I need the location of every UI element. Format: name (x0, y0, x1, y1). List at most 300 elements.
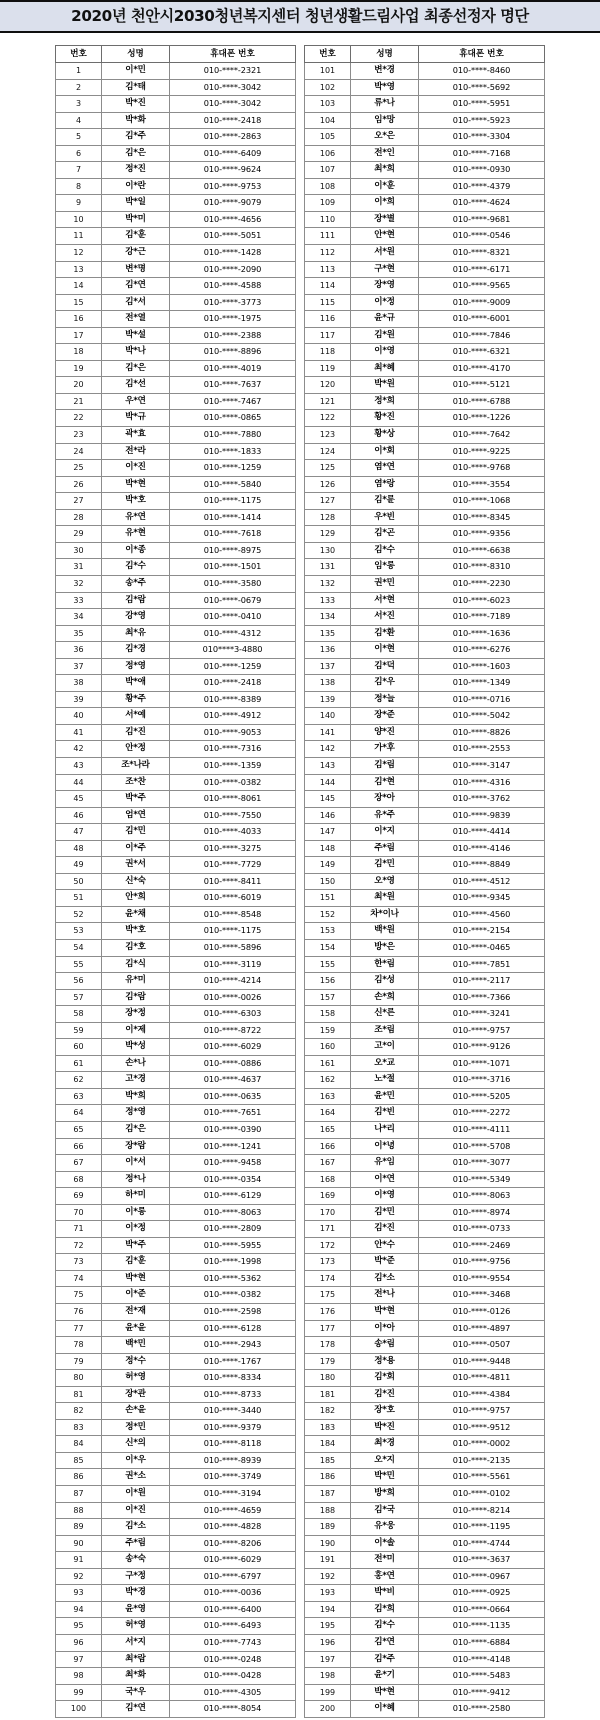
cell-phone: 010-****-1603 (419, 658, 545, 675)
cell-name: 김*회 (351, 1370, 419, 1387)
cell-number: 170 (305, 1204, 351, 1221)
cell-name: 이*영 (351, 344, 419, 361)
table-row (56, 906, 296, 923)
cell-number: 42 (56, 741, 102, 758)
cell-number: 154 (305, 939, 351, 956)
table-row (56, 1452, 296, 1469)
cell-phone: 010-****-1349 (419, 675, 545, 692)
applicants-table-left-body (56, 63, 296, 1718)
cell-phone: 010-****-2580 (419, 1701, 545, 1718)
cell-name: 송*주 (102, 575, 170, 592)
cell-phone: 010-****-6001 (419, 311, 545, 328)
cell-phone: 010-****-1414 (170, 509, 296, 526)
cell-name: 김*태 (102, 79, 170, 96)
table-row (305, 460, 545, 477)
table-row (305, 824, 545, 841)
cell-number: 169 (305, 1188, 351, 1205)
table-row (305, 112, 545, 129)
cell-phone: 010-****-9448 (419, 1353, 545, 1370)
cell-number: 132 (305, 575, 351, 592)
table-row (56, 278, 296, 295)
cell-name: 신*의 (102, 1436, 170, 1453)
cell-number: 67 (56, 1155, 102, 1172)
cell-number: 173 (305, 1254, 351, 1271)
table-row (305, 774, 545, 791)
cell-name: 유*주 (351, 807, 419, 824)
cell-phone: 010-****-6171 (419, 261, 545, 278)
cell-name: 김*식 (102, 956, 170, 973)
cell-phone: 010-****-9757 (419, 1022, 545, 1039)
table-row (305, 1122, 545, 1139)
cell-phone: 010-****-6493 (170, 1618, 296, 1635)
cell-number: 159 (305, 1022, 351, 1039)
cell-name: 손*나 (102, 1055, 170, 1072)
table-row (305, 294, 545, 311)
cell-phone: 010-****-6797 (170, 1568, 296, 1585)
cell-number: 62 (56, 1072, 102, 1089)
table-row (305, 1585, 545, 1602)
table-row (56, 360, 296, 377)
cell-name: 이*란 (102, 178, 170, 195)
cell-name: 장*아 (351, 791, 419, 808)
cell-name: 최*경 (351, 1436, 419, 1453)
cell-number: 112 (305, 245, 351, 262)
cell-number: 138 (305, 675, 351, 692)
cell-phone: 010-****-8733 (170, 1386, 296, 1403)
cell-number: 143 (305, 757, 351, 774)
cell-phone: 010-****-0465 (419, 939, 545, 956)
cell-number: 110 (305, 211, 351, 228)
cell-name: 박*애 (102, 675, 170, 692)
cell-name: 이*녕 (351, 1138, 419, 1155)
table-row (56, 1436, 296, 1453)
table-row (305, 956, 545, 973)
cell-name: 이*서 (102, 1155, 170, 1172)
cell-phone: 010-****-8722 (170, 1022, 296, 1039)
table-row (56, 311, 296, 328)
cell-name: 황*주 (102, 691, 170, 708)
cell-number: 193 (305, 1585, 351, 1602)
table-row (56, 96, 296, 113)
table-row (305, 1651, 545, 1668)
table-row (56, 1138, 296, 1155)
cell-number: 38 (56, 675, 102, 692)
cell-phone: 010-****-6029 (170, 1039, 296, 1056)
cell-name: 김*경 (102, 642, 170, 659)
cell-phone: 010-****-3554 (419, 476, 545, 493)
cell-name: 이*종 (102, 542, 170, 559)
cell-number: 133 (305, 592, 351, 609)
table-row (305, 609, 545, 626)
table-row (305, 1022, 545, 1039)
cell-number: 36 (56, 642, 102, 659)
cell-phone: 010-****-3194 (170, 1486, 296, 1503)
table-row (305, 906, 545, 923)
cell-name: 김*원 (351, 327, 419, 344)
cell-phone: 010-****-0886 (170, 1055, 296, 1072)
cell-number: 109 (305, 195, 351, 212)
table-row (56, 1337, 296, 1354)
cell-name: 박*주 (102, 791, 170, 808)
cell-number: 15 (56, 294, 102, 311)
cell-name: 김*훈 (102, 1254, 170, 1271)
cell-number: 19 (56, 360, 102, 377)
table-row (305, 1618, 545, 1635)
table-row (305, 344, 545, 361)
cell-phone: 010-****-4811 (419, 1370, 545, 1387)
table-row (56, 1287, 296, 1304)
cell-number: 198 (305, 1668, 351, 1685)
cell-phone: 010-****-0716 (419, 691, 545, 708)
table-row (56, 791, 296, 808)
table-row (305, 261, 545, 278)
cell-name: 정*진 (102, 162, 170, 179)
cell-name: 이*희 (351, 195, 419, 212)
table-row (305, 1254, 545, 1271)
cell-number: 22 (56, 410, 102, 427)
cell-phone: 010-****-0126 (419, 1304, 545, 1321)
cell-number: 92 (56, 1568, 102, 1585)
cell-phone: 010-****-3119 (170, 956, 296, 973)
cell-name: 김*람 (102, 989, 170, 1006)
cell-number: 141 (305, 724, 351, 741)
cell-number: 139 (305, 691, 351, 708)
table-row (56, 824, 296, 841)
table-row (56, 691, 296, 708)
cell-number: 104 (305, 112, 351, 129)
table-row (305, 1204, 545, 1221)
cell-number: 103 (305, 96, 351, 113)
cell-phone: 010-****-1175 (170, 493, 296, 510)
cell-number: 80 (56, 1370, 102, 1387)
page-title: 2020년 천안시2030청년복지센터 청년생활드림사업 최종선정자 명단 (71, 6, 529, 25)
column-header-phone: 휴대폰 번호 (419, 46, 545, 63)
table-row (305, 923, 545, 940)
cell-phone: 010-****-2469 (419, 1237, 545, 1254)
cell-name: 정*영 (102, 1105, 170, 1122)
cell-number: 64 (56, 1105, 102, 1122)
cell-phone: 010-****-0002 (419, 1436, 545, 1453)
cell-phone: 010-****-3042 (170, 79, 296, 96)
cell-name: 박*설 (102, 327, 170, 344)
cell-number: 155 (305, 956, 351, 973)
table-row (305, 1320, 545, 1337)
table-row (305, 675, 545, 692)
cell-name: 이*원 (102, 1486, 170, 1503)
table-row (56, 1668, 296, 1685)
cell-name: 윤*영 (102, 1601, 170, 1618)
table-row (56, 1651, 296, 1668)
table-row (56, 956, 296, 973)
cell-name: 박*미 (102, 211, 170, 228)
cell-name: 박*진 (102, 96, 170, 113)
cell-number: 125 (305, 460, 351, 477)
table-row (305, 791, 545, 808)
cell-phone: 010-****-7743 (170, 1634, 296, 1651)
cell-name: 박*원 (351, 377, 419, 394)
cell-number: 113 (305, 261, 351, 278)
cell-phone: 010-****-0733 (419, 1221, 545, 1238)
cell-name: 정*수 (102, 1353, 170, 1370)
table-row (56, 493, 296, 510)
cell-phone: 010-****-0410 (170, 609, 296, 626)
cell-phone: 010-****-8345 (419, 509, 545, 526)
cell-phone: 010-****-4384 (419, 1386, 545, 1403)
cell-phone: 010-****-6303 (170, 1006, 296, 1023)
cell-name: 장*별 (351, 211, 419, 228)
cell-phone: 010-****-1998 (170, 1254, 296, 1271)
cell-name: 오*영 (351, 873, 419, 890)
table-row (305, 145, 545, 162)
cell-name: 김*진 (351, 1221, 419, 1238)
table-row (56, 989, 296, 1006)
table-row (56, 625, 296, 642)
cell-name: 백*민 (102, 1337, 170, 1354)
cell-phone: 010-****-4588 (170, 278, 296, 295)
cell-name: 김*람 (102, 592, 170, 609)
cell-name: 유*현 (102, 526, 170, 543)
cell-number: 119 (305, 360, 351, 377)
cell-number: 157 (305, 989, 351, 1006)
cell-name: 장*정 (102, 1006, 170, 1023)
cell-phone: 010-****-0382 (170, 1287, 296, 1304)
cell-number: 13 (56, 261, 102, 278)
cell-phone: 010-****-0507 (419, 1337, 545, 1354)
cell-number: 167 (305, 1155, 351, 1172)
cell-number: 44 (56, 774, 102, 791)
table-row (56, 1088, 296, 1105)
applicants-table-right-body (305, 63, 545, 1718)
cell-number: 175 (305, 1287, 351, 1304)
table-row (305, 1171, 545, 1188)
table-row (305, 1138, 545, 1155)
cell-number: 77 (56, 1320, 102, 1337)
cell-phone: 010-****-9565 (419, 278, 545, 295)
cell-number: 71 (56, 1221, 102, 1238)
cell-name: 박*현 (351, 1684, 419, 1701)
cell-number: 85 (56, 1452, 102, 1469)
cell-phone: 010-****-8214 (419, 1502, 545, 1519)
table-row (56, 757, 296, 774)
table-row (56, 840, 296, 857)
cell-phone: 010-****-3716 (419, 1072, 545, 1089)
cell-name: 김*진 (102, 724, 170, 741)
cell-name: 박*나 (102, 344, 170, 361)
table-row (305, 1436, 545, 1453)
table-row (305, 63, 545, 80)
table-row (305, 443, 545, 460)
cell-number: 130 (305, 542, 351, 559)
table-row (305, 278, 545, 295)
cell-number: 16 (56, 311, 102, 328)
table-row (56, 344, 296, 361)
table-row (56, 939, 296, 956)
cell-name: 윤*윤 (102, 1320, 170, 1337)
table-row (305, 245, 545, 262)
cell-phone: 010-****-4744 (419, 1535, 545, 1552)
table-row (56, 1072, 296, 1089)
cell-number: 90 (56, 1535, 102, 1552)
cell-name: 정*늘 (351, 691, 419, 708)
cell-name: 김*민 (351, 1204, 419, 1221)
cell-phone: 010-****-4214 (170, 973, 296, 990)
cell-number: 12 (56, 245, 102, 262)
cell-number: 54 (56, 939, 102, 956)
table-row (305, 1072, 545, 1089)
cell-number: 53 (56, 923, 102, 940)
table-row (56, 1254, 296, 1271)
cell-phone: 010-****-9356 (419, 526, 545, 543)
table-row (305, 79, 545, 96)
cell-phone: 010-****-6321 (419, 344, 545, 361)
cell-phone: 010-****-4624 (419, 195, 545, 212)
cell-number: 196 (305, 1634, 351, 1651)
cell-name: 정*나 (102, 1171, 170, 1188)
cell-number: 60 (56, 1039, 102, 1056)
cell-phone: 010-****-4148 (419, 1651, 545, 1668)
cell-phone: 010-****-7618 (170, 526, 296, 543)
table-row (56, 410, 296, 427)
cell-number: 28 (56, 509, 102, 526)
cell-phone: 010-****-5362 (170, 1270, 296, 1287)
cell-number: 75 (56, 1287, 102, 1304)
cell-number: 86 (56, 1469, 102, 1486)
table-row (305, 1469, 545, 1486)
cell-name: 전*열 (102, 311, 170, 328)
cell-name: 변*명 (102, 261, 170, 278)
cell-name: 김*연 (351, 1634, 419, 1651)
cell-name: 송*숙 (102, 1552, 170, 1569)
table-row (305, 228, 545, 245)
table-row (56, 592, 296, 609)
cell-number: 1 (56, 63, 102, 80)
cell-name: 최*화 (102, 1668, 170, 1685)
cell-phone: 010-****-3468 (419, 1287, 545, 1304)
cell-number: 95 (56, 1618, 102, 1635)
cell-phone: 010-****-5692 (419, 79, 545, 96)
table-row (56, 245, 296, 262)
table-row (305, 1502, 545, 1519)
cell-number: 187 (305, 1486, 351, 1503)
cell-name: 박*비 (351, 1585, 419, 1602)
table-row (56, 1552, 296, 1569)
cell-number: 34 (56, 609, 102, 626)
cell-name: 최*원 (351, 890, 419, 907)
cell-name: 구*현 (351, 261, 419, 278)
cell-name: 박*준 (351, 1254, 419, 1271)
cell-phone: 010-****-9079 (170, 195, 296, 212)
cell-name: 장*관 (102, 1386, 170, 1403)
cell-phone: 010-****-5349 (419, 1171, 545, 1188)
cell-number: 189 (305, 1519, 351, 1536)
table-row (305, 757, 545, 774)
cell-phone: 010-****-3637 (419, 1552, 545, 1569)
cell-name: 이*훈 (351, 178, 419, 195)
cell-phone: 010-****-4316 (419, 774, 545, 791)
cell-name: 박*경 (102, 1585, 170, 1602)
table-row (56, 327, 296, 344)
cell-name: 전*재 (102, 1304, 170, 1321)
cell-phone: 010-****-8061 (170, 791, 296, 808)
cell-phone: 010-****-0026 (170, 989, 296, 1006)
table-row (56, 1535, 296, 1552)
cell-number: 124 (305, 443, 351, 460)
cell-name: 박*진 (351, 1419, 419, 1436)
cell-number: 116 (305, 311, 351, 328)
table-row (56, 1270, 296, 1287)
cell-phone: 010-****-2418 (170, 675, 296, 692)
column-header-phone: 휴대폰 번호 (170, 46, 296, 63)
table-row (305, 890, 545, 907)
cell-phone: 010-****-1241 (170, 1138, 296, 1155)
cell-name: 이*주 (102, 840, 170, 857)
cell-phone: 010-****-3304 (419, 129, 545, 146)
cell-phone: 010-****-6400 (170, 1601, 296, 1618)
cell-name: 이*롱 (102, 1204, 170, 1221)
cell-name: 김*곤 (351, 526, 419, 543)
cell-name: 김*은 (102, 1122, 170, 1139)
cell-phone: 010-****-5955 (170, 1237, 296, 1254)
table-row (305, 377, 545, 394)
cell-name: 김*환 (351, 625, 419, 642)
cell-name: 염*연 (351, 460, 419, 477)
cell-name: 오*은 (351, 129, 419, 146)
table-row (305, 526, 545, 543)
cell-name: 이*아 (351, 1320, 419, 1337)
cell-number: 168 (305, 1171, 351, 1188)
cell-number: 68 (56, 1171, 102, 1188)
cell-name: 박*호 (102, 923, 170, 940)
cell-phone: 010-****-8460 (419, 63, 545, 80)
cell-name: 한*림 (351, 956, 419, 973)
cell-name: 방*희 (351, 1486, 419, 1503)
cell-name: 국*우 (102, 1684, 170, 1701)
cell-name: 이*영 (351, 1188, 419, 1205)
cell-number: 165 (305, 1122, 351, 1139)
table-row (56, 1039, 296, 1056)
cell-number: 74 (56, 1270, 102, 1287)
table-row (56, 1237, 296, 1254)
cell-number: 49 (56, 857, 102, 874)
cell-name: 안*현 (351, 228, 419, 245)
applicants-table-left (55, 45, 296, 1718)
cell-phone: 010-****-2117 (419, 973, 545, 990)
cell-name: 서*진 (351, 609, 419, 626)
cell-phone: 010-****-4912 (170, 708, 296, 725)
cell-number: 178 (305, 1337, 351, 1354)
table-row (56, 675, 296, 692)
cell-name: 신*른 (351, 1006, 419, 1023)
cell-phone: 010-****-7651 (170, 1105, 296, 1122)
cell-number: 129 (305, 526, 351, 543)
cell-phone: 010-****-1259 (170, 658, 296, 675)
cell-name: 최*유 (102, 625, 170, 642)
cell-name: 엄*연 (102, 807, 170, 824)
cell-phone: 010-****-4305 (170, 1684, 296, 1701)
cell-phone: 010****3-4880 (170, 642, 296, 659)
table-header-row (305, 46, 545, 63)
cell-number: 160 (305, 1039, 351, 1056)
table-row (305, 129, 545, 146)
cell-name: 장*람 (102, 1138, 170, 1155)
table-row (56, 1188, 296, 1205)
cell-phone: 010-****-5042 (419, 708, 545, 725)
table-row (305, 1237, 545, 1254)
cell-number: 179 (305, 1353, 351, 1370)
cell-phone: 010-****-6409 (170, 145, 296, 162)
cell-name: 김*호 (102, 939, 170, 956)
table-row (56, 162, 296, 179)
